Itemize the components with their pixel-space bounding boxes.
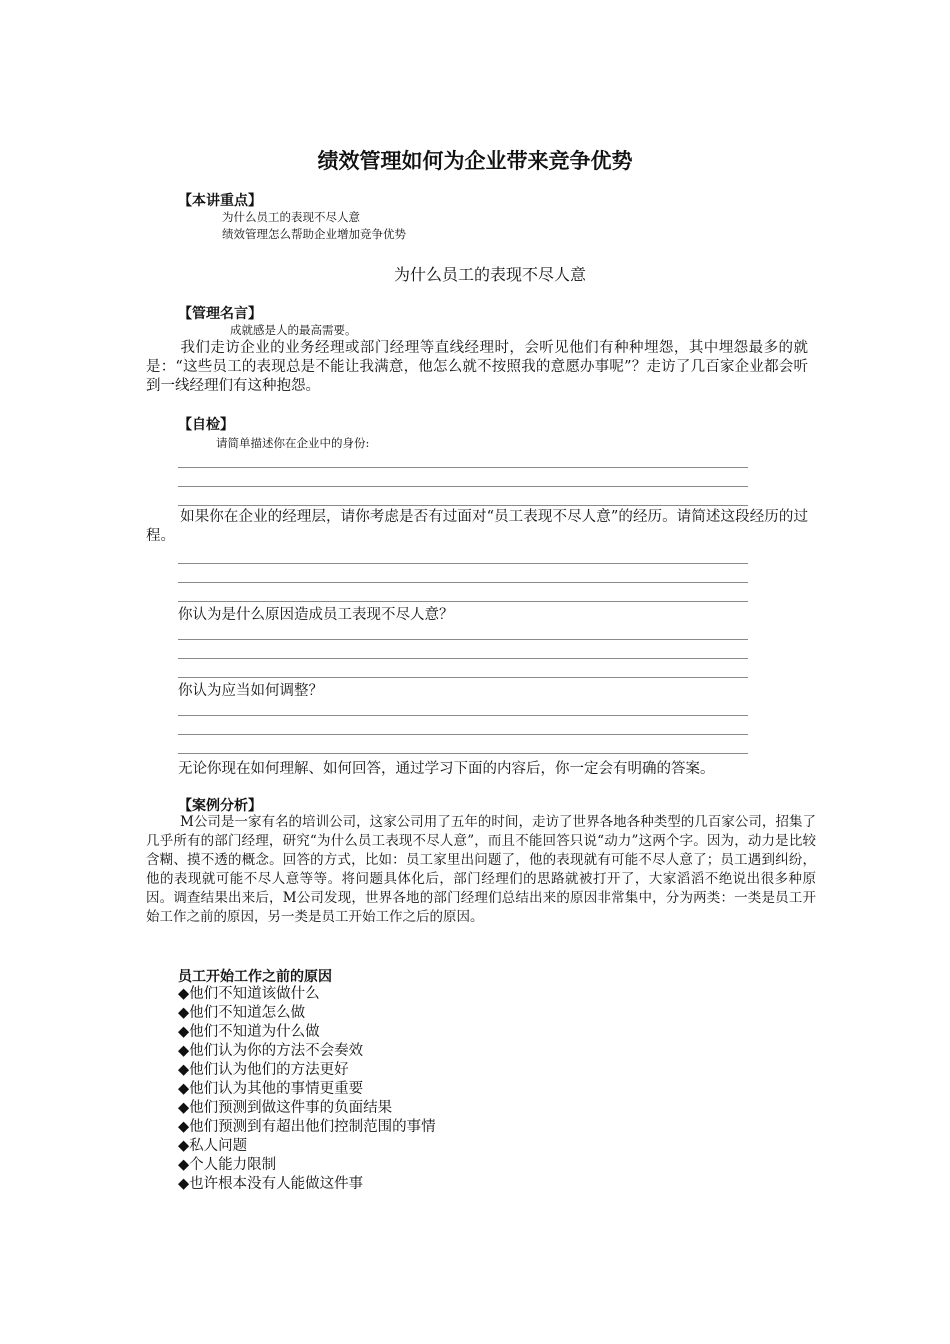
before-work-heading: 员工开始工作之前的原因 bbox=[178, 969, 332, 985]
selfcheck-closing: 无论你现在如何理解、如何回答，通过学习下面的内容后，你一定会有明确的答案。 bbox=[178, 761, 715, 777]
list-item: ◆他们预测到有超出他们控制范围的事情 bbox=[178, 1119, 436, 1135]
focus-item: 为什么员工的表现不尽人意 bbox=[222, 210, 360, 224]
list-item: ◆他们认为你的方法不会奏效 bbox=[178, 1043, 364, 1059]
answer-line[interactable] bbox=[178, 677, 748, 678]
answer-line[interactable] bbox=[178, 467, 748, 468]
case-paragraph bbox=[146, 813, 816, 927]
answer-line[interactable] bbox=[178, 486, 748, 487]
case-heading: 【案例分析】 bbox=[178, 798, 262, 814]
list-item: ◆他们不知道为什么做 bbox=[178, 1024, 320, 1040]
question-1 bbox=[146, 508, 808, 546]
list-item: ◆也许根本没有人能做这件事 bbox=[178, 1176, 364, 1192]
list-item: ◆他们预测到做这件事的负面结果 bbox=[178, 1100, 393, 1116]
case-text: M公司是一家有名的培训公司，这家公司用了五年的时间，走访了世界各地各种类型的几百家公司，招集了几乎所有的部门经理，研究“为什么员工表现不尽人意”，而且不能回答只说“动力”这两个字。因为，动力是比较含糊、摸不透的概念。回答的方式，比如：员工家里出问题了，他的表现就有可能不尽人意了；员工遇到纠纷，他的表现就可能不尽人意等等。将问题具体化后，部门经理们的思路就被打开了，大家滔滔不绝说出很多种原因。调查结果出来后，M公司发现，世界各地的部门经理们总结出来的原因非常集中，分为两类：一类是员工开始工作之前的原因，另一类是员工开始工作之后的原因。 bbox=[146, 814, 816, 925]
list-item: ◆私人问题 bbox=[178, 1138, 248, 1154]
quote-heading: 【管理名言】 bbox=[178, 306, 262, 322]
question-1-text: 如果你在企业的经理层，请你考虑是否有过面对“员工表现不尽人意”的经历。请简述这段经历的过程。 bbox=[146, 509, 808, 544]
answer-line[interactable] bbox=[178, 582, 748, 583]
quote-text: 成就感是人的最高需要。 bbox=[230, 323, 357, 337]
before-work-list bbox=[178, 985, 436, 1194]
intro-paragraph bbox=[146, 339, 808, 396]
focus-heading: 【本讲重点】 bbox=[178, 193, 262, 209]
answer-line[interactable] bbox=[178, 734, 748, 735]
answer-line[interactable] bbox=[178, 753, 748, 754]
answer-line[interactable] bbox=[178, 505, 748, 506]
list-item: ◆他们不知道怎么做 bbox=[178, 1005, 306, 1021]
focus-item: 绩效管理怎么帮助企业增加竞争优势 bbox=[222, 227, 406, 241]
list-item: ◆个人能力限制 bbox=[178, 1157, 277, 1173]
answer-line[interactable] bbox=[178, 639, 748, 640]
selfcheck-heading: 【自检】 bbox=[178, 417, 234, 433]
question-2: 你认为是什么原因造成员工表现不尽人意？ bbox=[178, 607, 454, 623]
answer-line[interactable] bbox=[178, 715, 748, 716]
answer-line[interactable] bbox=[178, 658, 748, 659]
list-item: ◆他们不知道该做什么 bbox=[178, 986, 320, 1002]
section-subtitle: 为什么员工的表现不尽人意 bbox=[393, 265, 586, 284]
list-item: ◆他们认为他们的方法更好 bbox=[178, 1062, 349, 1078]
document-title: 绩效管理如何为企业带来竞争优势 bbox=[317, 149, 633, 173]
answer-line[interactable] bbox=[178, 601, 748, 602]
selfcheck-prompt: 请简单描述你在企业中的身份: bbox=[216, 436, 370, 450]
intro-text: 我们走访企业的业务经理或部门经理等直线经理时，会听见他们有种种埋怨，其中埋怨最多的就是：“这些员工的表现总是不能让我满意，他怎么就不按照我的意愿办事呢”？走访了几百家企业都会听到一线经理们有这种抱怨。 bbox=[146, 340, 808, 394]
question-3: 你认为应当如何调整？ bbox=[178, 683, 323, 699]
list-item: ◆他们认为其他的事情更重要 bbox=[178, 1081, 364, 1097]
answer-line[interactable] bbox=[178, 563, 748, 564]
